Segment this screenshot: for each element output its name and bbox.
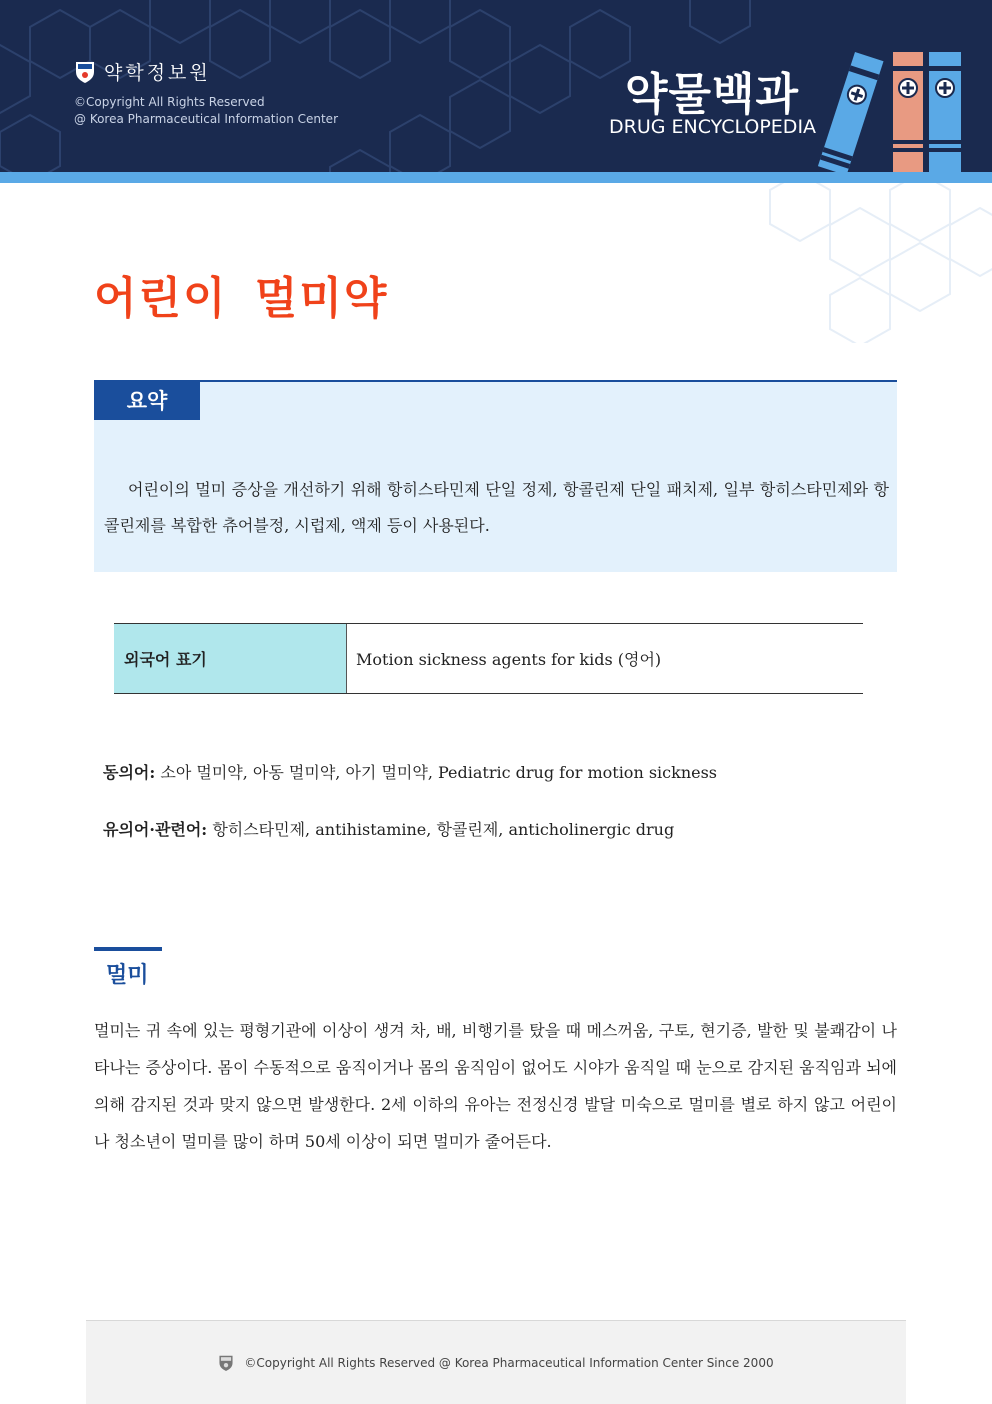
encyclopedia-title-en: DRUG ENCYCLOPEDIA: [609, 116, 817, 138]
shield-logo-icon: [218, 1354, 234, 1372]
synonyms-label: 동의어:: [103, 763, 156, 782]
section-accent-bar: [94, 947, 162, 951]
section-body: 멀미는 귀 속에 있는 평형기관에 이상이 생겨 차, 배, 비행기를 탔을 때 메스꺼움, 구토, 현기증, 발한 및 불쾌감이 나타나는 증상이다. 몸이 수동적으로 움직이거나 몸의 움직임이 없어도 시야가 움직일 때 눈으로 감지된 움직임과 뇌에 의해 감지된 것과 맞지 않으면 발생한다. 2세 이하의 유아는 전정신경 발달 미숙으로 멀미를 별로 하지 않고 어린이나 청소년이 멀미를 많이 하며 50세 이상이 되면 멀미가 줄어든다.: [94, 1021, 897, 1151]
synonyms-line: [103, 760, 717, 783]
hexagon-pattern: [740, 183, 992, 343]
summary-text: 어린이의 멀미 증상을 개선하기 위해 항히스타민제 단일 정제, 항콜린제 단일 패치제, 일부 항히스타민제와 항콜린제를 복합한 츄어블정, 시럽제, 액제 등이 사용된다.: [104, 480, 889, 535]
related-terms-label: 유의어·관련어:: [103, 820, 208, 839]
books-icon: [815, 44, 965, 172]
shield-logo-icon: [74, 60, 96, 84]
section-title: 멀미: [106, 963, 149, 988]
foreign-language-label: 외국어 표기: [114, 624, 347, 693]
header-banner: [0, 0, 992, 172]
footer-copyright: ©Copyright All Rights Reserved @ Korea Pharmaceutical Information Center Since 2000: [244, 1355, 774, 1370]
header-stripe: [0, 172, 992, 183]
header-copyright-line2: @ Korea Pharmaceutical Information Center: [74, 112, 338, 126]
related-terms-value: 항히스타민제, antihistamine, 항콜린제, anticholinergic drug: [212, 820, 675, 839]
summary-tab: 요약: [94, 382, 200, 420]
org-name: 약학정보원: [104, 62, 211, 84]
synonyms-value: 소아 멀미약, 아동 멀미약, 아기 멀미약, Pediatric drug for motion sickness: [160, 763, 718, 782]
summary-box: [94, 380, 897, 572]
brand: [74, 58, 211, 85]
footer: [86, 1320, 906, 1404]
foreign-language-table: [114, 623, 863, 694]
header-copyright-line1: ©Copyright All Rights Reserved: [74, 95, 265, 109]
page-title: 어린이 멀미약: [94, 273, 389, 324]
foreign-language-value: Motion sickness agents for kids (영어): [356, 650, 662, 669]
encyclopedia-title-ko: 약물백과: [625, 69, 800, 120]
related-terms-line: [103, 817, 674, 840]
